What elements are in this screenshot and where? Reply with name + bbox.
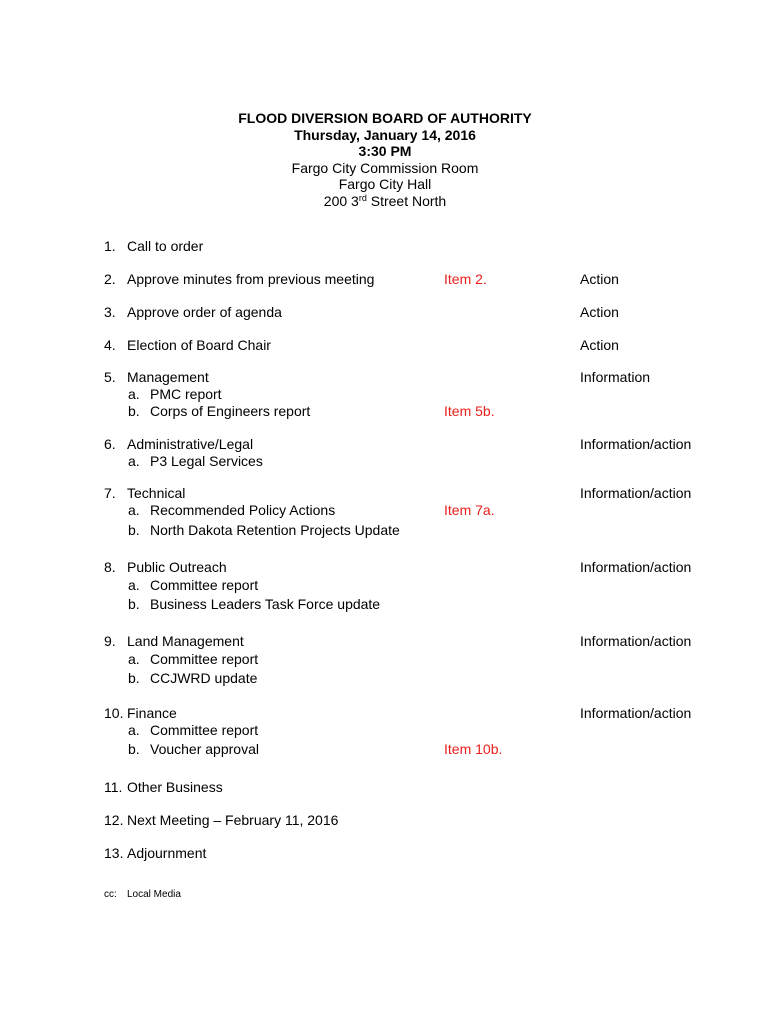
agenda-item-number: 7. xyxy=(104,485,116,501)
agenda-item-number: 10. xyxy=(104,705,124,721)
agenda-header xyxy=(0,110,770,209)
agenda-subitem-title: Recommended Policy Actions xyxy=(150,502,336,518)
agenda-subitem-title: Committee report xyxy=(150,722,259,738)
meeting-building: Fargo City Hall xyxy=(338,176,432,192)
agenda-item-title: Public Outreach xyxy=(127,559,227,575)
agenda-subitem-title: P3 Legal Services xyxy=(150,453,263,469)
agenda-item-title: Next Meeting – February 11, 2016 xyxy=(127,812,339,828)
agenda-item-title: Approve minutes from previous meeting xyxy=(127,271,375,287)
agenda-item-number: 2. xyxy=(104,271,116,287)
agenda-subitem-title: PMC report xyxy=(150,386,222,402)
agenda-subitem-title: North Dakota Retention Projects Update xyxy=(150,522,400,538)
agenda-subitem-letter: b. xyxy=(128,741,140,757)
agenda-item-number: 8. xyxy=(104,559,116,575)
agenda-item-title: Approve order of agenda xyxy=(127,304,282,320)
agenda-item-action: Action xyxy=(580,304,619,320)
agenda-subitem-letter: a. xyxy=(128,386,140,402)
meeting-address xyxy=(0,193,770,210)
address-street: Street North xyxy=(366,192,447,209)
agenda-item-action: Information/action xyxy=(580,559,692,575)
agenda-item-action: Action xyxy=(580,337,619,353)
agenda-subitem-title: Corps of Engineers report xyxy=(150,403,311,419)
agenda-subitem-letter: b. xyxy=(128,670,140,686)
agenda-item-action: Information/action xyxy=(580,705,692,721)
cc-label: cc: xyxy=(104,889,117,900)
agenda-item-title: Administrative/Legal xyxy=(127,436,254,452)
agenda-item-action: Information/action xyxy=(580,633,692,649)
agenda-item-title: Finance xyxy=(127,705,177,721)
agenda-subitem-title: Committee report xyxy=(150,651,259,667)
agenda-subitem-title: Business Leaders Task Force update xyxy=(150,596,381,612)
agenda-item-number: 1. xyxy=(104,238,116,254)
agenda-subitem-letter: a. xyxy=(128,453,140,469)
agenda-item-number: 9. xyxy=(104,633,116,649)
agenda-item-title: Other Business xyxy=(127,779,223,795)
agenda-item-title: Election of Board Chair xyxy=(127,337,271,353)
agenda-item-number: 13. xyxy=(104,845,124,861)
agenda-subitem-letter: a. xyxy=(128,502,140,518)
agenda-item-number: 5. xyxy=(104,369,116,385)
address-ordinal: rd xyxy=(358,192,367,203)
cc-line xyxy=(104,889,181,901)
agenda-subitem-title: CCJWRD update xyxy=(150,670,258,686)
agenda-subitem-letter: b. xyxy=(128,522,140,538)
agenda-subitem-letter: a. xyxy=(128,651,140,667)
cc-recipients: Local Media xyxy=(127,889,181,900)
agenda-item-number: 3. xyxy=(104,304,116,320)
agenda-item-number: 6. xyxy=(104,436,116,452)
agenda-item-number: 11. xyxy=(104,779,123,795)
agenda-subitem-title: Voucher approval xyxy=(150,741,259,757)
agenda-subitem-letter: a. xyxy=(128,722,140,738)
agenda-item-action: Action xyxy=(580,271,619,287)
agenda-item-reference: Item 2. xyxy=(444,271,487,287)
meeting-date: Thursday, January 14, 2016 xyxy=(294,126,476,143)
agenda-item-number: 4. xyxy=(104,337,116,353)
agenda-item-action: Information xyxy=(580,369,651,385)
agenda-item-title: Technical xyxy=(127,485,186,501)
agenda-subitem-reference: Item 10b. xyxy=(444,741,503,757)
meeting-room: Fargo City Commission Room xyxy=(291,159,479,176)
agenda-item-title: Call to order xyxy=(127,238,204,254)
agenda-item-action: Information/action xyxy=(580,436,692,452)
agenda-subitem-letter: b. xyxy=(128,403,140,419)
agenda-item-title: Land Management xyxy=(127,633,244,649)
meeting-time: 3:30 PM xyxy=(358,143,412,159)
agenda-subitem-letter: a. xyxy=(128,577,140,593)
organization-title: FLOOD DIVERSION BOARD OF AUTHORITY xyxy=(238,110,532,126)
agenda-item-title: Management xyxy=(127,369,209,385)
agenda-subitem-reference: Item 7a. xyxy=(444,502,495,518)
address-number: 200 3 xyxy=(323,192,359,209)
agenda-subitem-letter: b. xyxy=(128,596,140,612)
agenda-item-number: 12. xyxy=(104,812,124,828)
agenda-item-action: Information/action xyxy=(580,485,692,501)
agenda-subitem-title: Committee report xyxy=(150,577,259,593)
agenda-item-title: Adjournment xyxy=(127,845,207,861)
agenda-subitem-reference: Item 5b. xyxy=(444,403,495,419)
